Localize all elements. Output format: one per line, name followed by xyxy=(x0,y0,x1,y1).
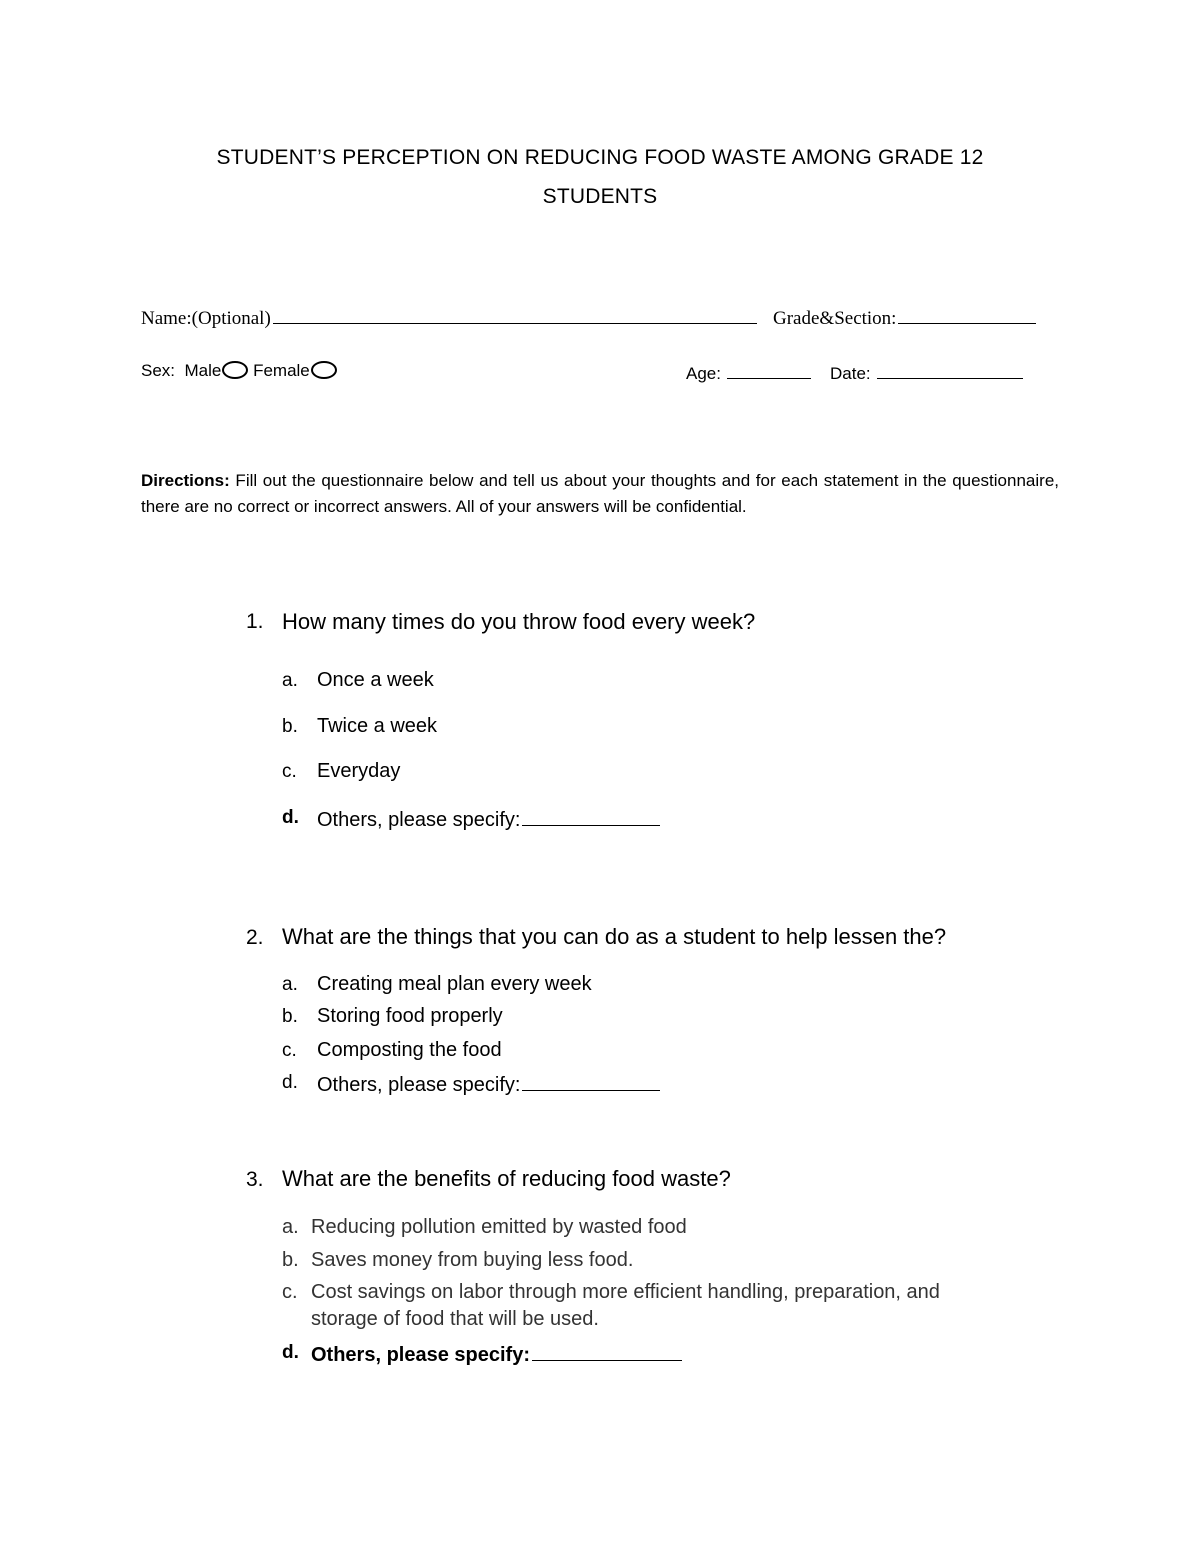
question-2-option-c-letter: c. xyxy=(282,1040,297,1061)
question-3-option-c[interactable]: Cost savings on labor through more efficient handling, preparation, and xyxy=(311,1281,940,1303)
question-3-option-c-letter: c. xyxy=(282,1281,298,1303)
age-label: Age: xyxy=(686,364,721,383)
question-3-option-c-continued[interactable]: storage of food that will be used. xyxy=(311,1308,599,1330)
question-3-option-d-letter: d. xyxy=(282,1342,299,1363)
question-1-option-b[interactable]: Twice a week xyxy=(317,715,438,737)
name-input-line[interactable] xyxy=(273,305,757,324)
female-label: Female xyxy=(253,361,310,380)
question-2-option-d[interactable] xyxy=(317,1071,660,1097)
question-3-option-a[interactable]: Reducing pollution emitted by wasted food xyxy=(311,1216,687,1238)
question-3-option-d[interactable] xyxy=(311,1341,682,1367)
date-label: Date: xyxy=(830,364,871,383)
name-label: Name:(Optional) xyxy=(141,308,271,329)
question-1-number: 1. xyxy=(246,610,264,633)
age-input-line[interactable] xyxy=(727,361,811,379)
male-radio[interactable] xyxy=(222,361,248,379)
question-2-option-a-letter: a. xyxy=(282,974,298,995)
question-3-text: What are the benefits of reducing food waste? xyxy=(282,1166,731,1191)
question-2-option-a[interactable]: Creating meal plan every week xyxy=(317,973,592,995)
question-2-text: What are the things that you can do as a student to help lessen the? xyxy=(282,924,947,949)
question-1-option-d[interactable] xyxy=(317,806,660,832)
question-1-option-c[interactable]: Everyday xyxy=(317,760,401,782)
date-input-line[interactable] xyxy=(877,361,1023,379)
question-3-number: 3. xyxy=(246,1168,264,1191)
document-title-line-1: STUDENT’S PERCEPTION ON REDUCING FOOD WASTE AMONG GRADE 12 xyxy=(216,146,984,169)
question-1-specify-line[interactable] xyxy=(522,806,660,826)
female-radio[interactable] xyxy=(311,361,337,379)
question-2-specify-line[interactable] xyxy=(522,1071,660,1091)
question-1-option-d-label: Others, please specify: xyxy=(317,809,521,831)
grade-section-label: Grade&Section: xyxy=(773,308,897,329)
question-2-option-d-letter: d. xyxy=(282,1072,298,1093)
question-1-option-b-letter: b. xyxy=(282,716,298,737)
grade-section-input-line[interactable] xyxy=(898,305,1036,324)
question-3-option-b[interactable]: Saves money from buying less food. xyxy=(311,1249,634,1271)
directions-label: Directions: xyxy=(141,471,230,490)
grade-section-field xyxy=(773,305,1036,330)
question-2-option-d-label: Others, please specify: xyxy=(317,1074,521,1096)
question-2-option-b-letter: b. xyxy=(282,1006,298,1027)
directions-paragraph xyxy=(141,468,1059,520)
question-1-option-a-letter: a. xyxy=(282,670,298,691)
question-1-option-a[interactable]: Once a week xyxy=(317,669,434,691)
directions-text: Fill out the questionnaire below and tell us about your thoughts and for each statement in the questionnaire, there are no correct or incorrect answers. All of your answers will be confidential. xyxy=(141,471,1059,516)
sex-label: Sex: xyxy=(141,361,176,380)
document-title-line-2: STUDENTS xyxy=(542,185,658,208)
question-3-option-b-letter: b. xyxy=(282,1249,299,1271)
date-field xyxy=(830,361,1023,384)
question-2-option-c[interactable]: Composting the food xyxy=(317,1039,502,1061)
sex-field xyxy=(141,361,337,381)
male-label: Male xyxy=(184,361,222,380)
question-1-option-c-letter: c. xyxy=(282,761,297,782)
question-1-option-d-letter: d. xyxy=(282,807,299,828)
question-3-specify-line[interactable] xyxy=(532,1341,682,1361)
age-field xyxy=(686,361,811,384)
question-3-option-d-label: Others, please specify: xyxy=(311,1344,530,1366)
question-2-option-b[interactable]: Storing food properly xyxy=(317,1005,503,1027)
question-2-number: 2. xyxy=(246,926,264,949)
question-3-option-a-letter: a. xyxy=(282,1216,299,1238)
question-1-text: How many times do you throw food every week? xyxy=(282,609,756,634)
name-field xyxy=(141,305,757,330)
